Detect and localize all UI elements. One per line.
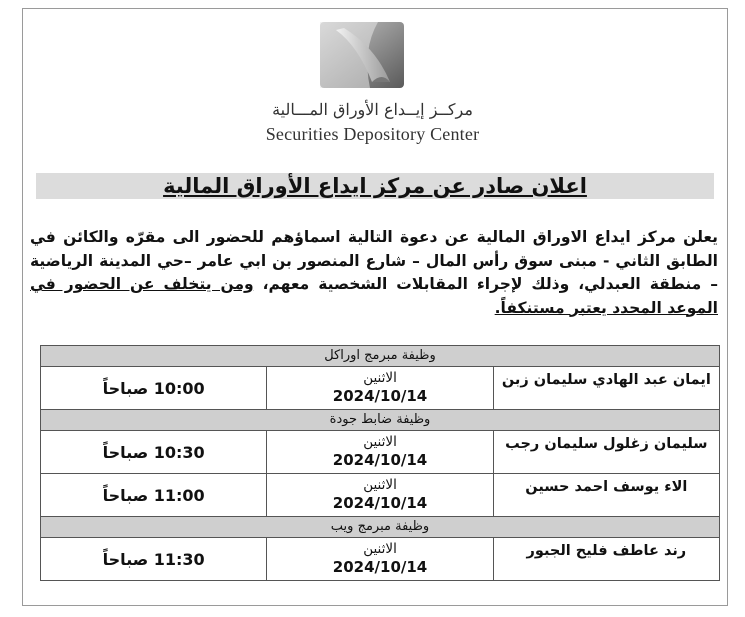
- interview-schedule-table: [40, 345, 720, 581]
- interview-day: الاثنين: [363, 370, 397, 386]
- sdc-logo-icon: [318, 20, 406, 90]
- brand-name-english: Securities Depository Center: [265, 124, 480, 144]
- candidate-name: سليمان زغلول سليمان رجب: [493, 431, 719, 474]
- section-row: [41, 346, 720, 367]
- table-row: [41, 474, 720, 517]
- table-row: [41, 367, 720, 410]
- body-main-text: يعلن مركز ايداع الاوراق المالية عن دعوة التالية اسماؤهم للحضور الى مقرّه والكائن في الطابق الثاني - مبنى سوق رأس المال – شارع المنصور بن ابي عامر –حي المدينة الرياضية – منطقة العبدلي، وذلك لإجراء المقابلات الشخصية معهم،: [30, 228, 718, 293]
- interview-date: 2024/10/14: [332, 494, 428, 512]
- interview-time: 10:30 صباحاً: [41, 431, 267, 474]
- interview-day: الاثنين: [363, 541, 397, 557]
- announcement-body: [30, 226, 718, 320]
- interview-date-cell: [267, 431, 493, 474]
- section-row: [41, 410, 720, 431]
- section-title: وظيفة مبرمج ويب: [41, 517, 720, 538]
- interview-time: 11:00 صباحاً: [41, 474, 267, 517]
- candidate-name: رند عاطف فليح الجبور: [493, 538, 719, 581]
- brand-name-arabic: مركــز إيــداع الأوراق المـــالية: [272, 100, 473, 119]
- section-title: وظيفة مبرمج اوراكل: [41, 346, 720, 367]
- interview-day: الاثنين: [363, 434, 397, 450]
- interview-date-cell: [267, 538, 493, 581]
- announcement-title: اعلان صادر عن مركز ايداع الأوراق المالية: [163, 174, 587, 198]
- interview-date-cell: [267, 367, 493, 410]
- interview-time: 11:30 صباحاً: [41, 538, 267, 581]
- section-row: [41, 517, 720, 538]
- body-underlined-text: ومن يتخلف عن الحضور في الموعد المحدد يعتبر مستنكفاً.: [30, 275, 718, 317]
- section-title: وظيفة ضابط جودة: [41, 410, 720, 431]
- interview-date: 2024/10/14: [332, 451, 428, 469]
- candidate-name: ايمان عبد الهادي سليمان زبن: [493, 367, 719, 410]
- interview-date: 2024/10/14: [332, 558, 428, 576]
- interview-time: 10:00 صباحاً: [41, 367, 267, 410]
- interview-day: الاثنين: [363, 477, 397, 493]
- candidate-name: الاء يوسف احمد حسين: [493, 474, 719, 517]
- table-row: [41, 431, 720, 474]
- interview-date-cell: [267, 474, 493, 517]
- interview-date: 2024/10/14: [332, 387, 428, 405]
- table-row: [41, 538, 720, 581]
